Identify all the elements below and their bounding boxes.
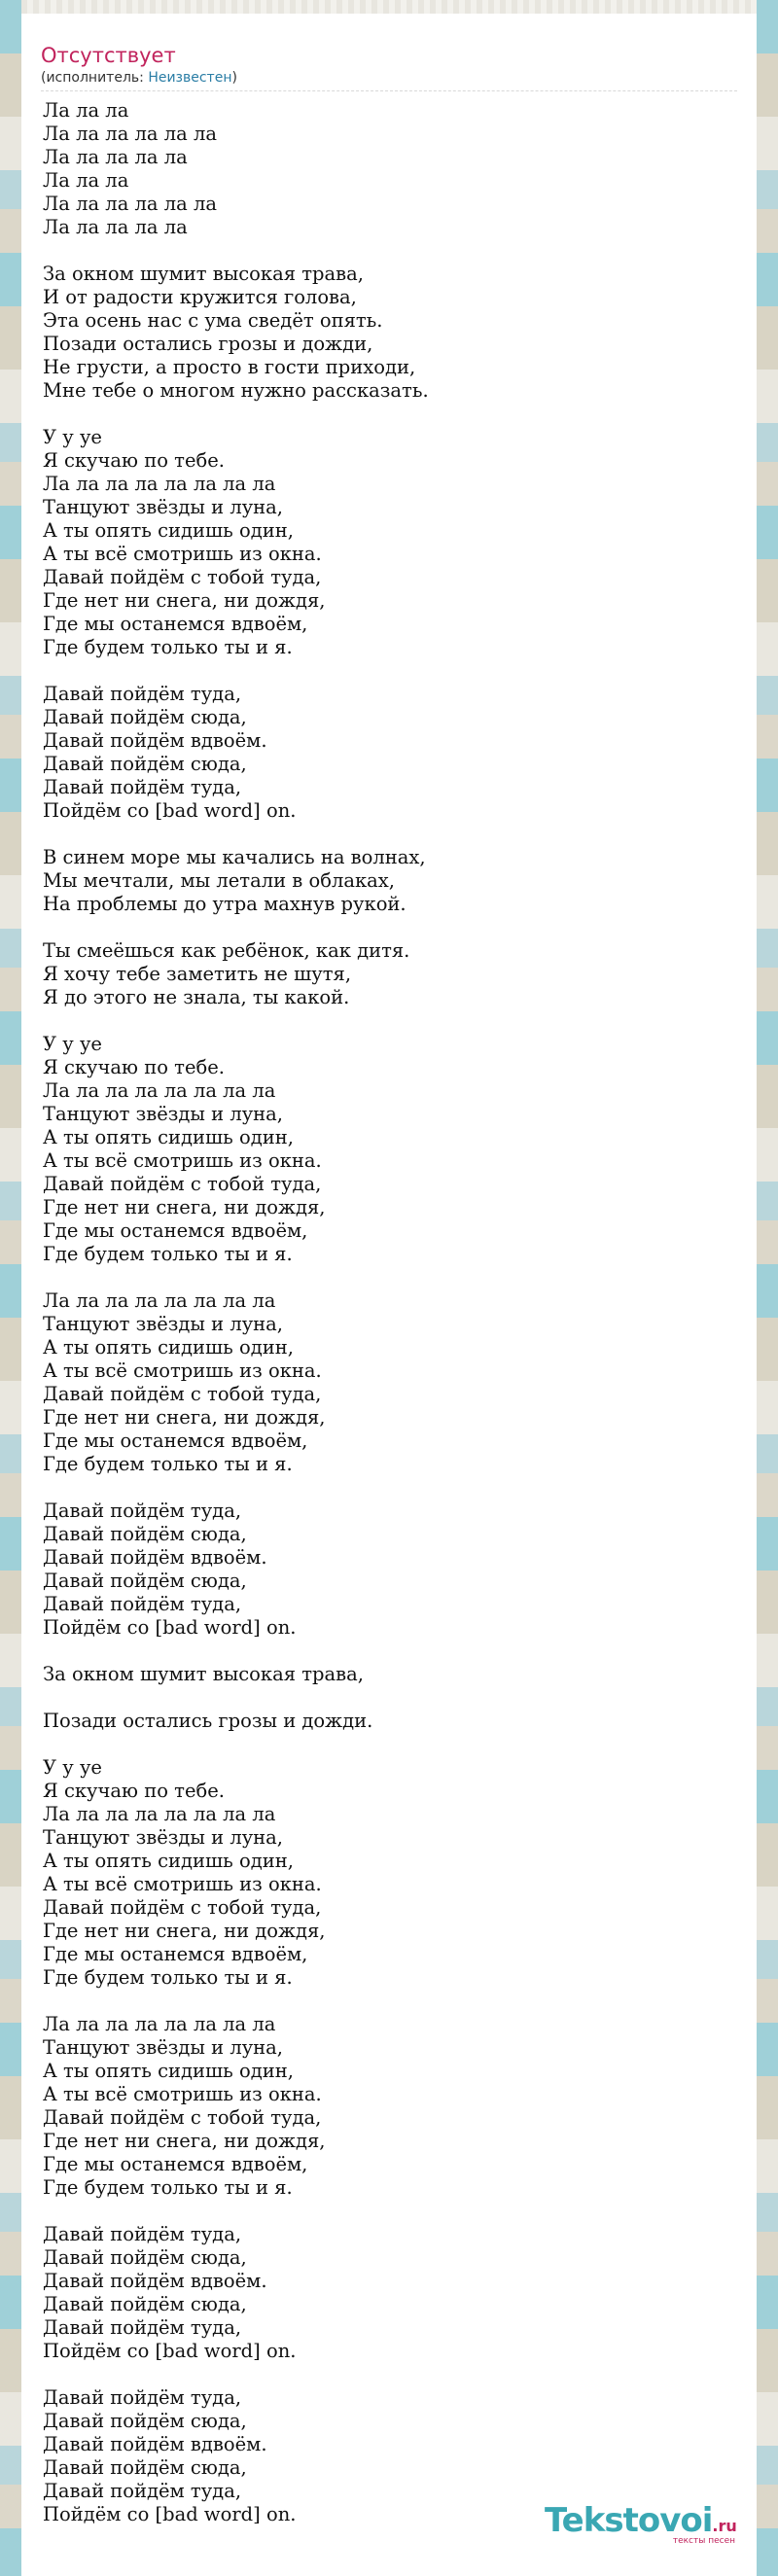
lyrics-text [43, 99, 757, 2526]
lyrics-line: Ла ла ла ла ла ла ла ла [43, 473, 276, 495]
lyrics-line: Я хочу тебе заметить не шутя, [43, 963, 352, 985]
lyrics-line: Давай пойдём вдвоём. [43, 1546, 267, 1569]
lyrics-line: Где нет ни снега, ни дождя, [43, 2130, 326, 2152]
lyrics-line: Давай пойдём туда, [43, 1500, 242, 1522]
header-divider [41, 90, 737, 91]
lyrics-line: Давай пойдём туда, [43, 683, 242, 705]
lyrics-line: Давай пойдём с тобой туда, [43, 1173, 322, 1195]
lyrics-line: Где нет ни снега, ни дождя, [43, 1196, 326, 1218]
lyrics-line: Давай пойдём сюда, [43, 1523, 247, 1545]
lyrics-line: Где будем только ты и я. [43, 1966, 293, 1989]
logo-domain-suffix: .ru [712, 2517, 737, 2535]
lyrics-line: Ла ла ла ла ла ла ла ла [43, 1289, 276, 1312]
lyrics-line: Ла ла ла ла ла ла ла ла [43, 2013, 276, 2035]
lyrics-line: За окном шумит высокая трава, [43, 1663, 364, 1685]
lyrics-line: А ты всё смотришь из окна. [43, 2083, 322, 2105]
lyrics-line: Ла ла ла ла ла [43, 146, 188, 168]
lyrics-stanza [43, 2223, 757, 2363]
lyrics-line: А ты опять сидишь один, [43, 1850, 294, 1872]
lyrics-line: Танцуют звёзды и луна, [43, 496, 283, 518]
lyrics-line: Где будем только ты и я. [43, 2176, 293, 2199]
lyrics-line: Давай пойдём сюда, [43, 2456, 247, 2479]
lyrics-line: Давай пойдём сюда, [43, 706, 247, 728]
lyrics-line: Я скучаю по тебе. [43, 1056, 225, 1078]
lyrics-line: Ла ла ла [43, 99, 129, 122]
lyrics-line: Эта осень нас с ума сведёт опять. [43, 309, 383, 332]
lyrics-stanza [43, 846, 757, 916]
lyrics-line: Где нет ни снега, ни дождя, [43, 1406, 326, 1429]
lyrics-line: Ла ла ла ла ла ла ла ла [43, 1803, 276, 1825]
lyrics-line: Где мы останемся вдвоём, [43, 1219, 308, 1242]
lyrics-line: Пойдём со [bad word] on. [43, 2503, 297, 2525]
lyrics-line: Давай пойдём сюда, [43, 753, 247, 775]
lyrics-line: Танцуют звёзды и луна, [43, 1103, 283, 1125]
lyrics-line: Позади остались грозы и дожди, [43, 333, 373, 355]
lyrics-line: Давай пойдём сюда, [43, 2293, 247, 2315]
lyrics-line: Давай пойдём сюда, [43, 2246, 247, 2269]
lyrics-line: На проблемы до утра махнув рукой. [43, 893, 407, 915]
lyrics-line: Давай пойдём вдвоём. [43, 2270, 267, 2292]
lyrics-line: Давай пойдём с тобой туда, [43, 1383, 322, 1405]
lyrics-line: Не грусти, а просто в гости приходи, [43, 356, 416, 378]
lyrics-line: Где будем только ты и я. [43, 1243, 293, 1265]
lyrics-stanza [43, 1663, 757, 1686]
lyrics-line: Где будем только ты и я. [43, 1453, 293, 1475]
lyrics-line: Где будем только ты и я. [43, 636, 293, 658]
lyrics-stanza [43, 2013, 757, 2200]
lyrics-line: Давай пойдём с тобой туда, [43, 566, 322, 588]
lyrics-line: У у уе [43, 426, 102, 448]
lyrics-line: Мы мечтали, мы летали в облаках, [43, 869, 395, 892]
lyrics-line: Ла ла ла [43, 169, 129, 192]
lyrics-line: Давай пойдём туда, [43, 776, 242, 798]
lyrics-line: Пойдём со [bad word] on. [43, 2340, 297, 2362]
lyrics-stanza [43, 939, 757, 1009]
lyrics-line: Давай пойдём туда, [43, 2480, 242, 2502]
artist-prefix: (исполнитель: [41, 70, 149, 86]
lyrics-line: Ла ла ла ла ла ла ла ла [43, 1079, 276, 1102]
lyrics-line: И от радости кружится голова, [43, 286, 357, 308]
lyrics-line: Давай пойдём с тобой туда, [43, 2106, 322, 2129]
lyrics-stanza [43, 683, 757, 823]
lyrics-line: Давай пойдём сюда, [43, 1570, 247, 1592]
lyrics-line: А ты опять сидишь один, [43, 1336, 294, 1359]
lyrics-line: Мне тебе о многом нужно рассказать. [43, 379, 429, 402]
lyrics-line: Я скучаю по тебе. [43, 1780, 225, 1802]
lyrics-line: Пойдём со [bad word] on. [43, 799, 297, 822]
lyrics-stanza [43, 99, 757, 239]
lyrics-stanza [43, 1500, 757, 1640]
song-title: Отсутствует [41, 44, 176, 67]
lyrics-line: А ты всё смотришь из окна. [43, 1149, 322, 1172]
lyrics-line: Танцуют звёзды и луна, [43, 2036, 283, 2059]
lyrics-line: Танцуют звёзды и луна, [43, 1826, 283, 1849]
lyrics-line: Давай пойдём вдвоём. [43, 729, 267, 752]
lyrics-line: Давай пойдём с тобой туда, [43, 1896, 322, 1919]
lyrics-line: За окном шумит высокая трава, [43, 263, 364, 285]
lyrics-line: А ты всё смотришь из окна. [43, 543, 322, 565]
artist-link[interactable]: Неизвестен [148, 70, 232, 86]
site-logo[interactable] [545, 2503, 749, 2546]
lyrics-line: Ты смеёшься как ребёнок, как дитя. [43, 939, 410, 962]
lyrics-line: Где нет ни снега, ни дождя, [43, 1920, 326, 1942]
lyrics-stanza [43, 1289, 757, 1476]
lyrics-line: Где мы останемся вдвоём, [43, 1943, 308, 1965]
lyrics-line: Я до этого не знала, ты какой. [43, 986, 350, 1008]
logo-wordmark: Tekstovoi [545, 2501, 713, 2540]
top-decorative-strip [21, 0, 757, 14]
lyrics-line: Где мы останемся вдвоём, [43, 1429, 308, 1452]
lyrics-stanza [43, 1033, 757, 1266]
lyrics-line: А ты всё смотришь из окна. [43, 1359, 322, 1382]
lyrics-line: Давай пойдём туда, [43, 2223, 242, 2245]
lyrics-line: Давай пойдём туда, [43, 2386, 242, 2409]
lyrics-line: У у уе [43, 1756, 102, 1779]
lyrics-line: Где мы останемся вдвоём, [43, 2153, 308, 2175]
lyrics-line: Ла ла ла ла ла ла [43, 123, 217, 145]
lyrics-line: Давай пойдём вдвоём. [43, 2433, 267, 2455]
lyrics-stanza [43, 263, 757, 403]
lyrics-line: Я скучаю по тебе. [43, 449, 225, 472]
artist-line [41, 69, 757, 87]
lyrics-line: Где нет ни снега, ни дождя, [43, 589, 326, 612]
lyrics-line: Позади остались грозы и дожди. [43, 1710, 373, 1732]
lyrics-line: А ты опять сидишь один, [43, 2060, 294, 2082]
lyrics-line: Давай пойдём сюда, [43, 2410, 247, 2432]
logo-tagline: тексты песен [672, 2536, 735, 2546]
lyrics-line: Танцуют звёзды и луна, [43, 1313, 283, 1335]
lyrics-line: Пойдём со [bad word] on. [43, 1616, 297, 1639]
lyrics-stanza [43, 426, 757, 659]
artist-suffix: ) [231, 70, 237, 86]
lyrics-stanza [43, 1756, 757, 1990]
lyrics-line: А ты опять сидишь один, [43, 1126, 294, 1148]
lyrics-line: Давай пойдём туда, [43, 2316, 242, 2339]
page-content [21, 0, 757, 2576]
lyrics-line: Давай пойдём туда, [43, 1593, 242, 1615]
lyrics-stanza [43, 1710, 757, 1733]
lyrics-line: Ла ла ла ла ла ла [43, 193, 217, 215]
lyrics-line: А ты опять сидишь один, [43, 519, 294, 542]
lyrics-line: У у уе [43, 1033, 102, 1055]
lyrics-line: А ты всё смотришь из окна. [43, 1873, 322, 1895]
lyrics-line: Ла ла ла ла ла [43, 216, 188, 238]
lyrics-line: Где мы останемся вдвоём, [43, 613, 308, 635]
lyrics-line: В синем море мы качались на волнах, [43, 846, 426, 868]
